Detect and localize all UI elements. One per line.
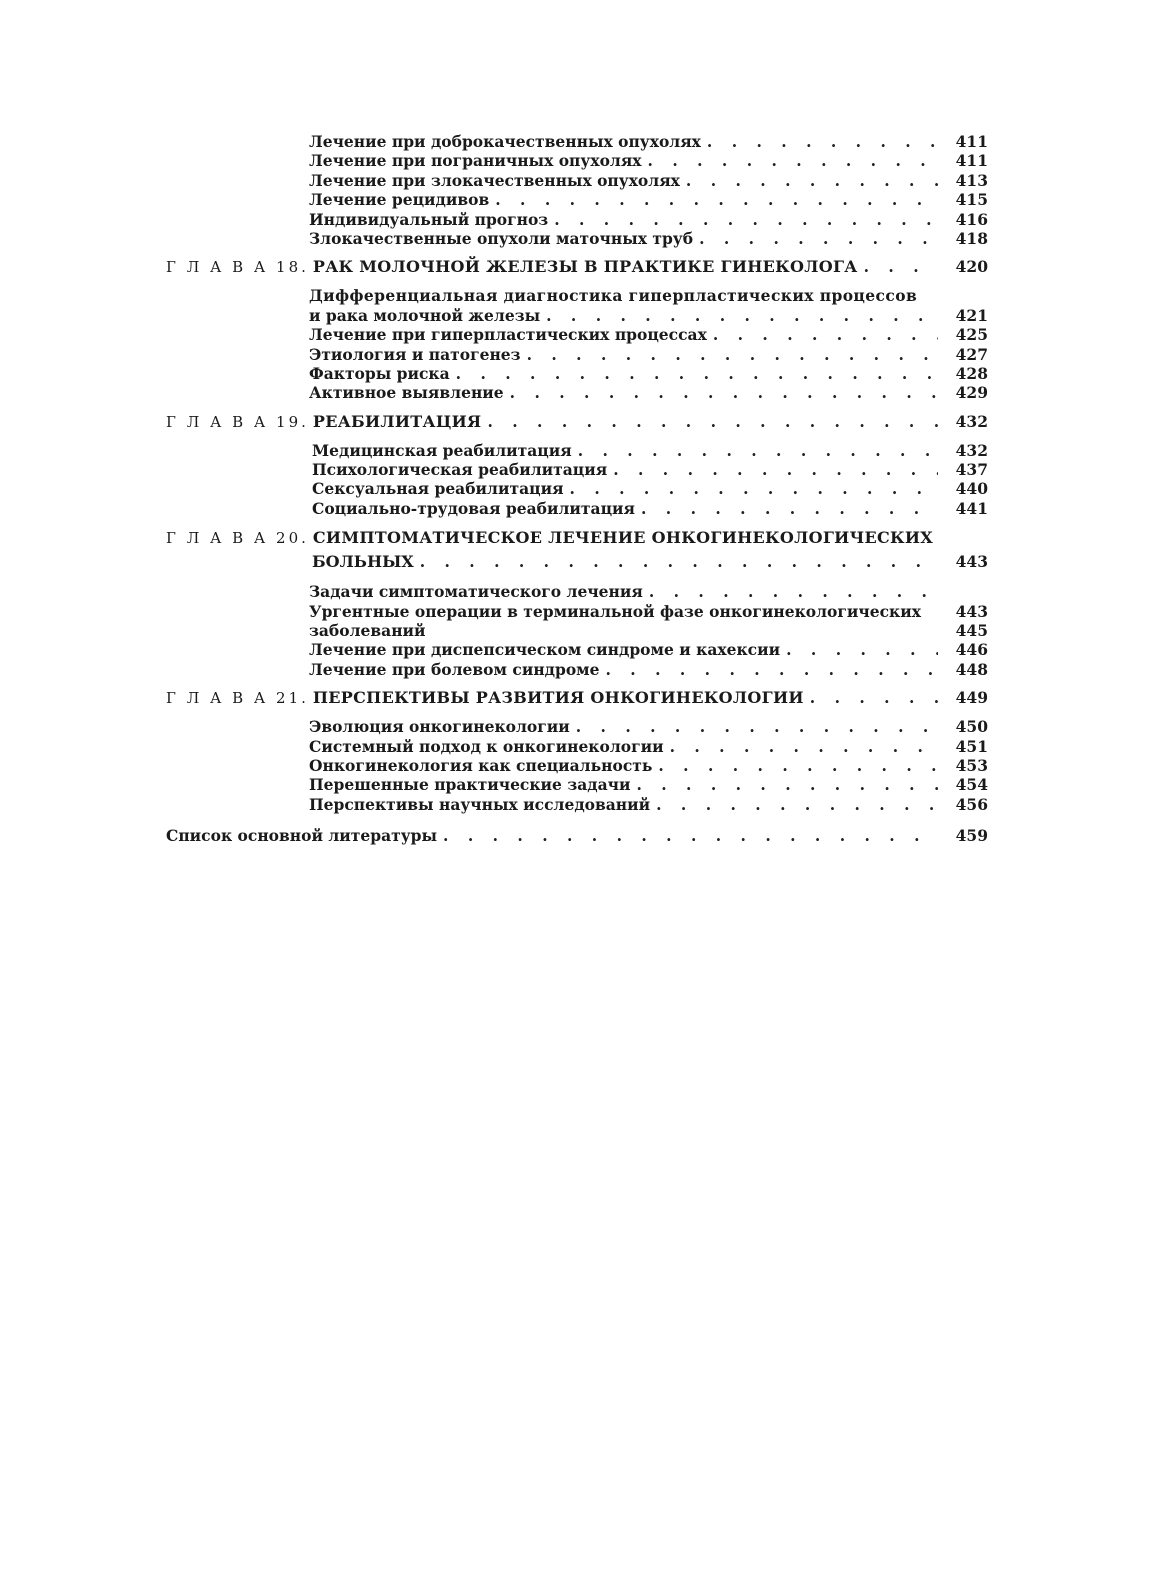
dot-leader [699,229,938,248]
toc-entry-page: 425 [955,325,988,345]
toc-entry-page: 421 [955,305,988,325]
toc-entry [312,441,988,460]
dot-leader [648,151,938,170]
toc-entry [309,210,988,229]
toc-entry-title: Медицинская реабилитация [312,440,572,460]
dot-leader [656,795,938,814]
toc-entry-title: Злокачественные опухоли маточных труб [309,228,694,248]
toc-entry [309,364,988,383]
toc-entry-title: Активное выявление [309,383,504,403]
toc-entry-title: Лечение при доброкачественных опухолях [309,132,701,151]
dot-leader [606,660,939,679]
toc-entry-page: 443 [955,601,988,621]
toc-entry-title: Индивидуальный прогноз [309,209,549,229]
toc-entry-page: 456 [955,794,988,814]
toc-entry [309,229,988,248]
toc-entry-title: Лечение при пограничных опухолях [309,151,642,171]
dot-leader [786,640,938,659]
toc-entry-page: 440 [955,479,988,499]
toc-entry [309,306,988,325]
dot-leader [554,210,938,229]
toc-entry [309,795,988,814]
toc-entry [312,479,988,498]
chapter-21-section-list [166,717,988,814]
toc-entry-title: Факторы риска [309,363,450,383]
toc-entry-title: Эволюция онкогинекологии [309,717,570,737]
toc-entry-title: и рака молочной железы [309,305,541,325]
toc-entry-page: 441 [955,498,988,518]
dot-leader [649,582,938,601]
toc-entry-title: Социально-трудовая реабилитация [312,498,635,518]
dot-leader [546,306,938,325]
toc-entry-page: 446 [955,640,988,660]
chapter-20-section-list [166,582,988,679]
chapter-title: РЕАБИЛИТАЦИЯ [312,411,482,431]
chapter-21-heading [166,687,988,709]
chapter-title: ПЕРСПЕКТИВЫ РАЗВИТИЯ ОНКОГИНЕКОЛОГИИ [312,688,804,708]
toc-entry-page: 413 [955,170,988,190]
toc-entry [309,171,988,190]
toc-entry-page: 445 [955,621,988,641]
toc-entry [309,602,988,621]
toc-entry-page: 415 [955,190,988,210]
chapter-18-heading [166,256,988,278]
toc-entry [309,660,988,679]
toc-entry-title: Системный подход к онкогинекологии [309,736,664,756]
dot-leader [670,737,938,756]
toc-entry [309,640,988,659]
table-of-contents [166,132,988,846]
dot-leader [636,775,938,794]
toc-entry-page: 450 [955,717,988,737]
dot-leader [510,383,938,402]
chapter-page: 449 [955,688,988,708]
toc-entry-title: Сексуальная реабилитация [312,479,564,499]
chapter-title: РАК МОЛОЧНОЙ ЖЕЛЕЗЫ В ПРАКТИКЕ ГИНЕКОЛОГА [312,257,858,277]
toc-entry-page: 437 [955,460,988,480]
chapter-19-section-list [166,441,988,519]
chapter-page: 432 [955,411,988,431]
toc-entry-title: Перспективы научных исследований [309,794,651,814]
dot-leader [810,687,938,709]
toc-entry [309,325,988,344]
dot-leader [443,826,938,845]
toc-entry-page: 429 [955,383,988,403]
toc-entry [309,582,988,601]
dot-leader [613,460,938,479]
toc-entry-title: заболеваний [309,621,426,641]
toc-entry [309,756,988,775]
dot-leader [713,325,938,344]
toc-entry-page: 453 [955,755,988,775]
toc-entry [309,717,988,736]
toc-entry [309,151,988,170]
toc-entry-title: Онкогинекология как специальность [309,755,653,775]
toc-entry [309,621,988,640]
toc-entry-page: 432 [955,440,988,460]
dot-leader [658,756,938,775]
chapter-19-heading [166,411,988,433]
dot-leader [495,190,938,209]
bibliography-title: Список основной литературы [166,826,438,846]
toc-entry-title: Лечение при гиперпластических процессах [309,325,707,345]
toc-entry-page: 448 [955,659,988,679]
toc-entry-title: Психологическая реабилитация [312,460,608,480]
chapter-label: Г Л А В А 18. [166,258,309,277]
toc-entry-page: 451 [955,736,988,756]
chapter-title-continued: БОЛЬНЫХ [312,552,414,572]
toc-entry [312,460,988,479]
toc-entry-first-line: Дифференциальная диагностика гиперпластических процессов [309,286,918,306]
dot-leader [707,132,938,151]
dot-leader [570,479,938,498]
toc-entry-page: 427 [955,344,988,364]
chapter-label: Г Л А В А 20. [166,529,309,548]
bibliography-entry [166,826,988,845]
toc-entry-title: Лечение рецидивов [309,190,490,210]
dot-leader [576,717,938,736]
toc-entry-title: Задачи симптоматического лечения [309,582,643,602]
toc-entry-page: 428 [955,363,988,383]
toc-entry-title: Перешенные практические задачи [309,775,631,795]
toc-entry-title: Лечение при злокачественных опухолях [309,170,680,190]
chapter-18-section-list [166,286,988,402]
dot-leader [641,499,938,518]
toc-entry-page: 454 [955,775,988,795]
toc-entry-page: 416 [955,209,988,229]
chapter-page: 420 [955,257,988,277]
dot-leader [527,345,938,364]
chapter-label: Г Л А В А 19. [166,412,309,431]
dot-leader [456,364,938,383]
toc-entry-title: Лечение при болевом синдроме [309,659,600,679]
toc-entry [312,499,988,518]
toc-entry [309,345,988,364]
toc-entry [309,383,988,402]
chapter-17-section-list [166,132,988,248]
toc-entry-title: Этиология и патогенез [309,344,521,364]
dot-leader [686,171,938,190]
bibliography-page: 459 [955,826,988,846]
toc-entry [309,190,988,209]
toc-entry [309,737,988,756]
toc-entry-page: 411 [955,132,988,151]
dot-leader [487,411,938,433]
toc-entry [309,132,988,151]
dot-leader [578,441,938,460]
chapter-20-heading [166,526,988,574]
dot-leader [420,550,938,574]
chapter-label: Г Л А В А 21. [166,689,309,708]
toc-entry [309,775,988,794]
toc-entry-page: 411 [955,151,988,171]
toc-entry-page: 418 [955,228,988,248]
dot-leader [864,256,938,278]
toc-entry-title: Лечение при диспепсическом синдроме и кахексии [309,640,781,660]
chapter-page: 443 [955,552,988,572]
toc-entry-title: Ургентные операции в терминальной фазе онкогинекологических [309,601,921,621]
chapter-title: СИМПТОМАТИЧЕСКОЕ ЛЕЧЕНИЕ ОНКОГИНЕКОЛОГИЧЕСКИХ [312,528,934,548]
